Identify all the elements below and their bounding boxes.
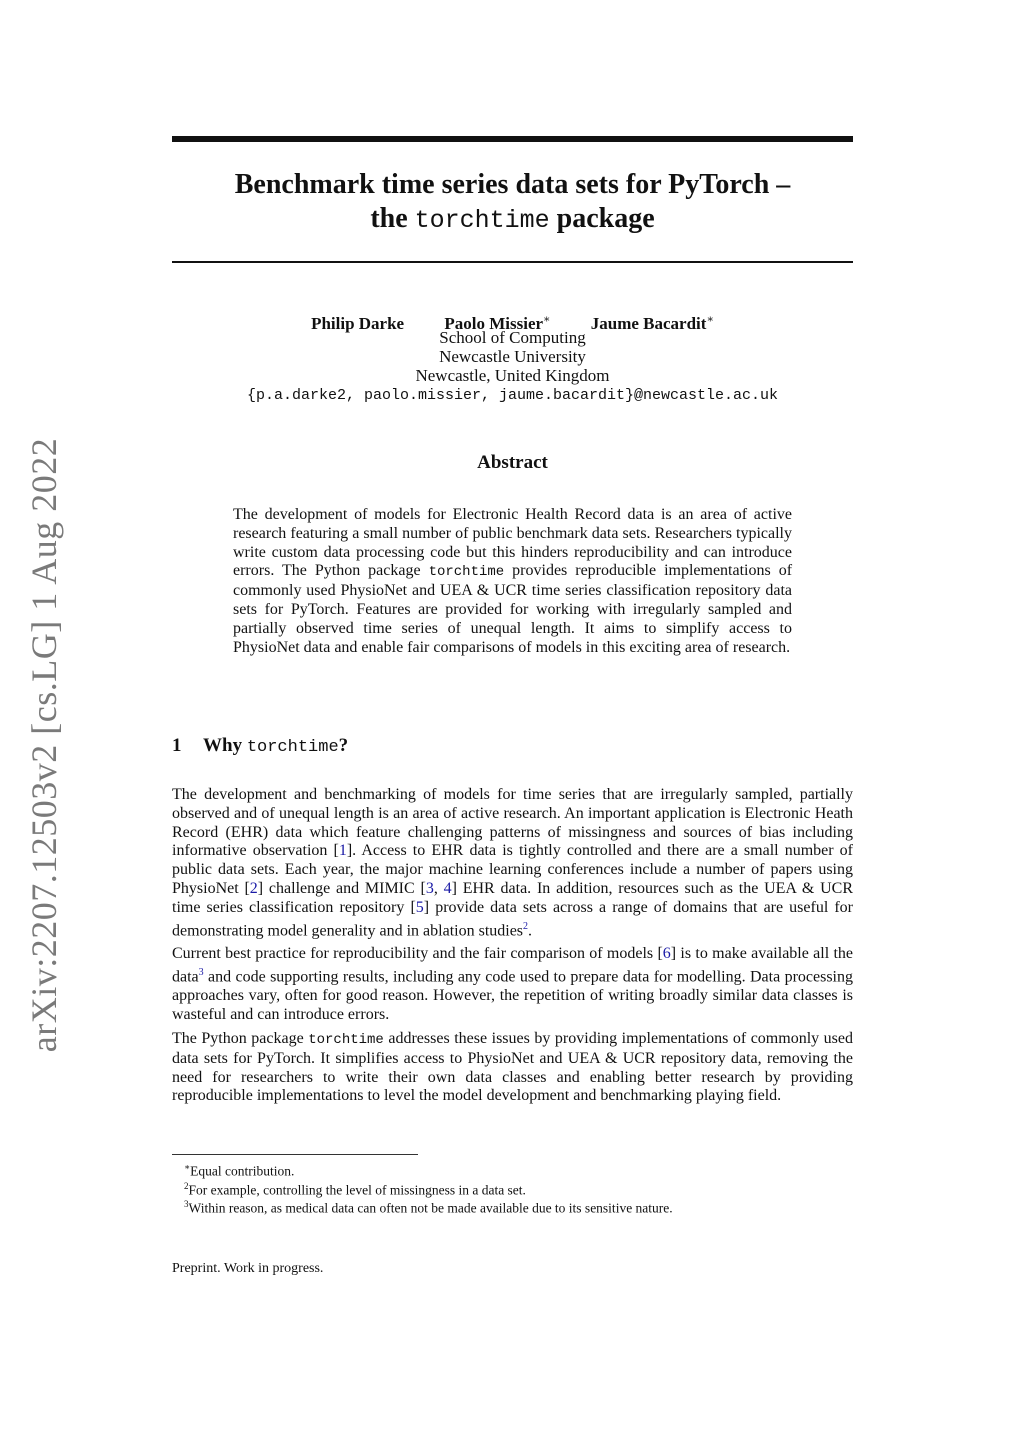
- citation-link[interactable]: 5: [415, 898, 424, 916]
- title-code: torchtime: [414, 206, 550, 235]
- paper-title: [172, 168, 853, 238]
- footnote-ref-link[interactable]: 2: [523, 920, 529, 932]
- section-heading: 1 Why torchtime?: [172, 735, 349, 757]
- citation-link[interactable]: 3: [425, 879, 434, 897]
- title-word: the: [370, 203, 408, 234]
- author-bacardit: Jaume Bacardit∗: [590, 313, 714, 333]
- title-line-1: Benchmark time series data sets for PyTorch –: [234, 169, 791, 200]
- affiliation-location: Newcastle, United Kingdom: [415, 366, 610, 385]
- body-paragraph-1: The development and benchmarking of models for time series that are irregularly sampled, partially observed and of unequal length is an area of active research. An important application is Electronic Heath Record (EHR) data which feature challenging patterns of missingness and sources of bias including informative observation [1]. Access to EHR data is tightly controlled and there are a small number of public data sets. Each year, the major machine learning conferences include a number of papers using PhysioNet [2] challenge and MIMIC [3, 4] EHR data. In addition, resources such as the UEA & UCR time series classification repository [5] provide data sets across a range of domains that are useful for demonstrating model generality and in ablation studies$^2$.: [172, 786, 854, 939]
- citation-link[interactable]: 1: [338, 842, 347, 860]
- footnote-ref-link[interactable]: 3: [198, 966, 204, 978]
- body-paragraph-3: The Python package torchtime addresses these issues by providing implementations of commonly used data sets for PyTorch. It simplifies access to PhysioNet and UEA & UCR repository data, removing the need for researchers to write their own data classes and enabling better research by providing reproducible implementations to level the model development and benchmarking playing field.: [172, 1030, 853, 1105]
- citation-link[interactable]: 4: [443, 879, 452, 897]
- title-top-rule: [172, 136, 853, 142]
- title-line-2: [172, 202, 853, 238]
- affiliation-email[interactable]: {p.a.darke2, paolo.missier, jaume.bacardit}@newcastle.ac.uk: [246, 387, 779, 404]
- author-missier: Paolo Missier∗: [444, 313, 551, 333]
- preprint-note: Preprint. Work in progress.: [172, 1261, 324, 1276]
- author-darke: Philip Darke: [311, 313, 405, 333]
- affiliation-university: Newcastle University: [439, 347, 586, 366]
- body-paragraph-2: Current best practice for reproducibility and the fair comparison of models [6] is to make available all the data$^3$ and code supporting results, including any code used to prepare data for modelling. Data processing approaches vary, often for good reason. However, the repetition of writing broadly similar data classes is wasteful and can introduce errors.: [172, 945, 854, 1023]
- section-number: 1: [172, 735, 182, 756]
- package-name-code: torchtime: [308, 1032, 384, 1048]
- package-name-code: torchtime: [428, 564, 505, 581]
- arxiv-id-text: arXiv:2207.12503v2 [cs.LG] 1 Aug 2022: [24, 437, 64, 1053]
- title-bottom-rule: [172, 261, 853, 263]
- footnote-2: $^2$For example, controlling the level of missingness in a data set.: [184, 1181, 526, 1198]
- citation-link[interactable]: 2: [249, 879, 258, 897]
- citation-link[interactable]: 6: [662, 945, 671, 962]
- abstract-body: The development of models for Electronic Health Record data is an area of active research featuring a small number of public benchmark data sets. Researchers typically write custom data processing code but this hinders reproducibility and can introduce errors. The Python package torchtime provides reproducible implementations of commonly used PhysioNet and UEA & UCR time series classification repository data sets for PyTorch. Features are provided for working with irregularly sampled and partially observed time series of unequal length. It aims to simplify access to PhysioNet data and enable fair comparisons of models in this exciting area of research.: [233, 506, 793, 656]
- footnote-3: $^3$Within reason, as medical data can often not be made available due to its sensitive nature.: [184, 1199, 673, 1216]
- footnote-1: ∗Equal contribution.: [184, 1162, 295, 1179]
- footnote-divider: [172, 1154, 418, 1155]
- abstract-heading: Abstract: [477, 452, 548, 473]
- affiliation-dept: School of Computing: [439, 328, 586, 347]
- title-word: package: [556, 203, 655, 234]
- section-title-code: torchtime: [246, 738, 339, 757]
